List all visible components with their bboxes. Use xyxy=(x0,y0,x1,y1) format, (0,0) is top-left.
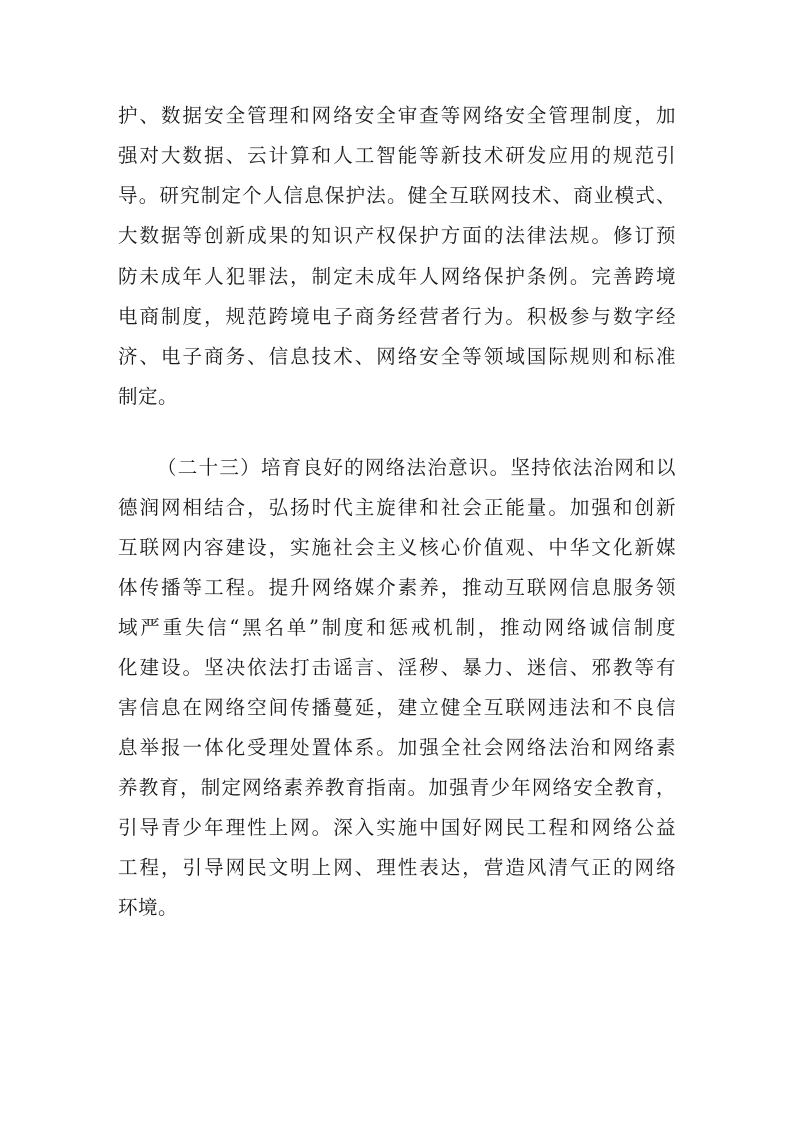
paragraph-2-line-12: 环境。 xyxy=(118,896,179,919)
paragraph-1-line-3: 导。研究制定个人信息保护法。健全互联网技术、商业模式、 xyxy=(118,184,676,207)
paragraph-2-line-6: 化建设。坚决依法打击谣言、淫秽、暴力、迷信、邪教等有 xyxy=(118,656,676,679)
paragraph-1-line-6: 电商制度，规范跨境电子商务经营者行为。积极参与数字经 xyxy=(118,305,676,328)
paragraph-2-line-2: 德润网相结合，弘扬时代主旋律和社会正能量。加强和创新 xyxy=(118,496,676,519)
paragraph-1-line-4: 大数据等创新成果的知识产权保护方面的法律法规。修订预 xyxy=(118,224,676,247)
paragraph-1-line-5: 防未成年人犯罪法，制定未成年人网络保护条例。完善跨境 xyxy=(118,265,676,288)
paragraph-2-line-3: 互联网内容建设，实施社会主义核心价值观、中华文化新媒 xyxy=(118,536,676,559)
paragraph-2-line-7: 害信息在网络空间传播蔓延，建立健全互联网违法和不良信 xyxy=(118,696,676,719)
paragraph-1-line-8: 制定。 xyxy=(118,385,179,408)
paragraph-1-line-2: 强对大数据、云计算和人工智能等新技术研发应用的规范引 xyxy=(118,144,676,167)
paragraph-1-line-7: 济、电子商务、信息技术、网络安全等领域国际规则和标准 xyxy=(118,345,676,368)
paragraph-2-line-8: 息举报一体化受理处置体系。加强全社会网络法治和网络素 xyxy=(118,736,676,759)
paragraph-2-line-11: 工程，引导网民文明上网、理性表达，营造风清气正的网络 xyxy=(118,856,676,879)
paragraph-1-line-1: 护、数据安全管理和网络安全审查等网络安全管理制度，加 xyxy=(118,104,676,127)
paragraph-2-line-9: 养教育，制定网络素养教育指南。加强青少年网络安全教育， xyxy=(118,776,676,799)
paragraph-2-line-5: 域严重失信“黑名单”制度和惩戒机制，推动网络诚信制度 xyxy=(118,616,676,639)
paragraph-2-line-4: 体传播等工程。提升网络媒介素养，推动互联网信息服务领 xyxy=(118,576,676,599)
paragraph-2-line-10: 引导青少年理性上网。深入实施中国好网民工程和网络公益 xyxy=(118,816,676,839)
paragraph-2-line-1: （二十三）培育良好的网络法治意识。坚持依法治网和以 xyxy=(157,456,676,479)
